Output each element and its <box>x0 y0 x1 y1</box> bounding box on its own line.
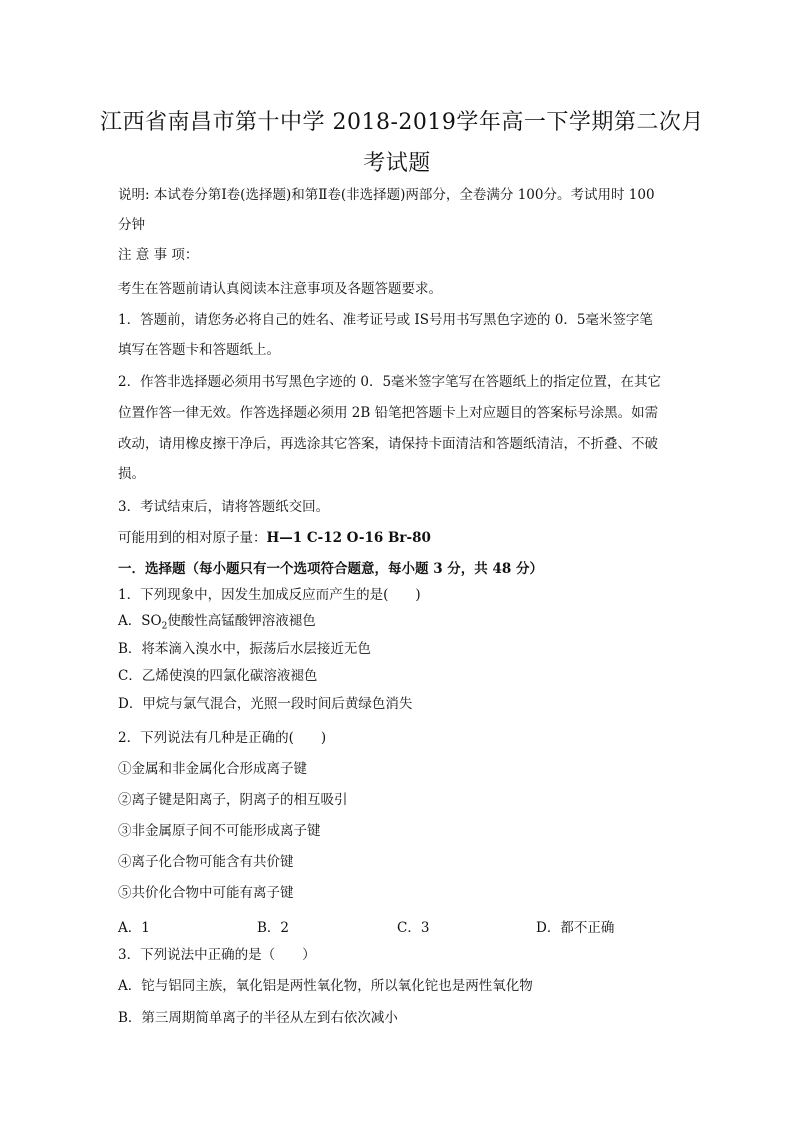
attention-item-2-line-4: 损。 <box>118 466 145 482</box>
exam-title-line-2: 考试题 <box>363 151 431 176</box>
question-2-options <box>118 916 678 934</box>
question-1-option-c: C．乙烯使溴的四氯化碳溶液褪色 <box>118 668 318 684</box>
question-1-stem: 1．下列现象中，因发生加成反应而产生的是( ) <box>118 587 421 603</box>
option-a-text: 使酸性高锰酸钾溶液褪色 <box>167 613 316 629</box>
question-2-statement-5: ⑤共价化合物中可能有离子键 <box>118 885 294 901</box>
attention-item-2-line-3: 改动，请用橡皮擦干净后，再选涂其它答案，请保持卡面清洁和答题纸清洁，不折叠、不破 <box>118 436 658 452</box>
question-2-statement-4: ④离子化合物可能含有共价键 <box>118 854 294 870</box>
instructions-note-line-1: 说明: 本试卷分第Ⅰ卷(选择题)和第Ⅱ卷(非选择题)两部分，全卷满分 100分。考试用时 100 <box>118 187 655 203</box>
question-3-option-b: B．第三周期简单离子的半径从左到右依次减小 <box>118 1010 398 1026</box>
attention-item-2-line-2: 位置作答一律无效。作答选择题必须用 2B 铅笔把答题卡上对应题目的答案标号涂黑。如需 <box>118 405 659 421</box>
attention-lead: 考生在答题前请认真阅读本注意事项及各题答题要求。 <box>118 281 442 297</box>
option-a-subscript: 2 <box>161 621 168 632</box>
attention-item-1-line-2: 填写在答题卡和答题纸上。 <box>118 342 280 358</box>
question-2-option-c: C．3 <box>397 920 430 936</box>
question-1-option-b: B．将苯滴入溴水中，振荡后水层接近无色 <box>118 641 371 657</box>
option-a-prefix: A．SO <box>118 613 162 629</box>
question-2-option-b: B．2 <box>257 920 290 936</box>
attention-item-1-line-1: 1．答题前，请您务必将自己的姓名、准考证号或 IS号用书写黑色字迹的 0．5毫米签字笔 <box>118 312 653 328</box>
question-1-option-d: D．甲烷与氯气混合，光照一段时间后黄绿色消失 <box>118 696 413 712</box>
question-3-stem: 3．下列说法中正确的是（ ） <box>118 947 316 963</box>
question-2-statement-1: ①金属和非金属化合形成离子键 <box>118 761 307 777</box>
atomic-mass-prefix: 可能用到的相对原子量： <box>118 530 267 546</box>
question-3-option-a: A．铊与铝同主族，氧化铝是两性氧化物，所以氧化铊也是两性氧化物 <box>118 978 533 994</box>
section-1-heading: 一．选择题（每小题只有一个选项符合题意，每小题 3 分，共 48 分） <box>118 561 543 577</box>
exam-title-line-1: 江西省南昌市第十中学 2018-2019学年高一下学期第二次月 <box>100 110 704 135</box>
atomic-mass-line <box>118 529 431 547</box>
question-2-statement-2: ②离子键是阳离子，阴离子的相互吸引 <box>118 792 348 808</box>
question-2-statement-3: ③非金属原子间不可能形成离子键 <box>118 823 321 839</box>
question-2-option-a: A．1 <box>118 920 150 936</box>
attention-heading: 注 意 事 项： <box>118 247 199 263</box>
instructions-note-line-2: 分钟 <box>118 217 145 233</box>
attention-item-2-line-1: 2．作答非选择题必须用书写黑色字迹的 0．5毫米签字笔写在答题纸上的指定位置，在其它 <box>118 374 662 390</box>
atomic-mass-values: H—1 C-12 O-16 Br-80 <box>266 530 431 546</box>
question-2-option-d: D．都不正确 <box>536 920 615 936</box>
question-1-option-a <box>118 612 316 636</box>
attention-item-3: 3．考试结束后，请将答题纸交回。 <box>118 499 330 515</box>
question-2-stem: 2．下列说法有几种是正确的( ) <box>118 730 327 746</box>
